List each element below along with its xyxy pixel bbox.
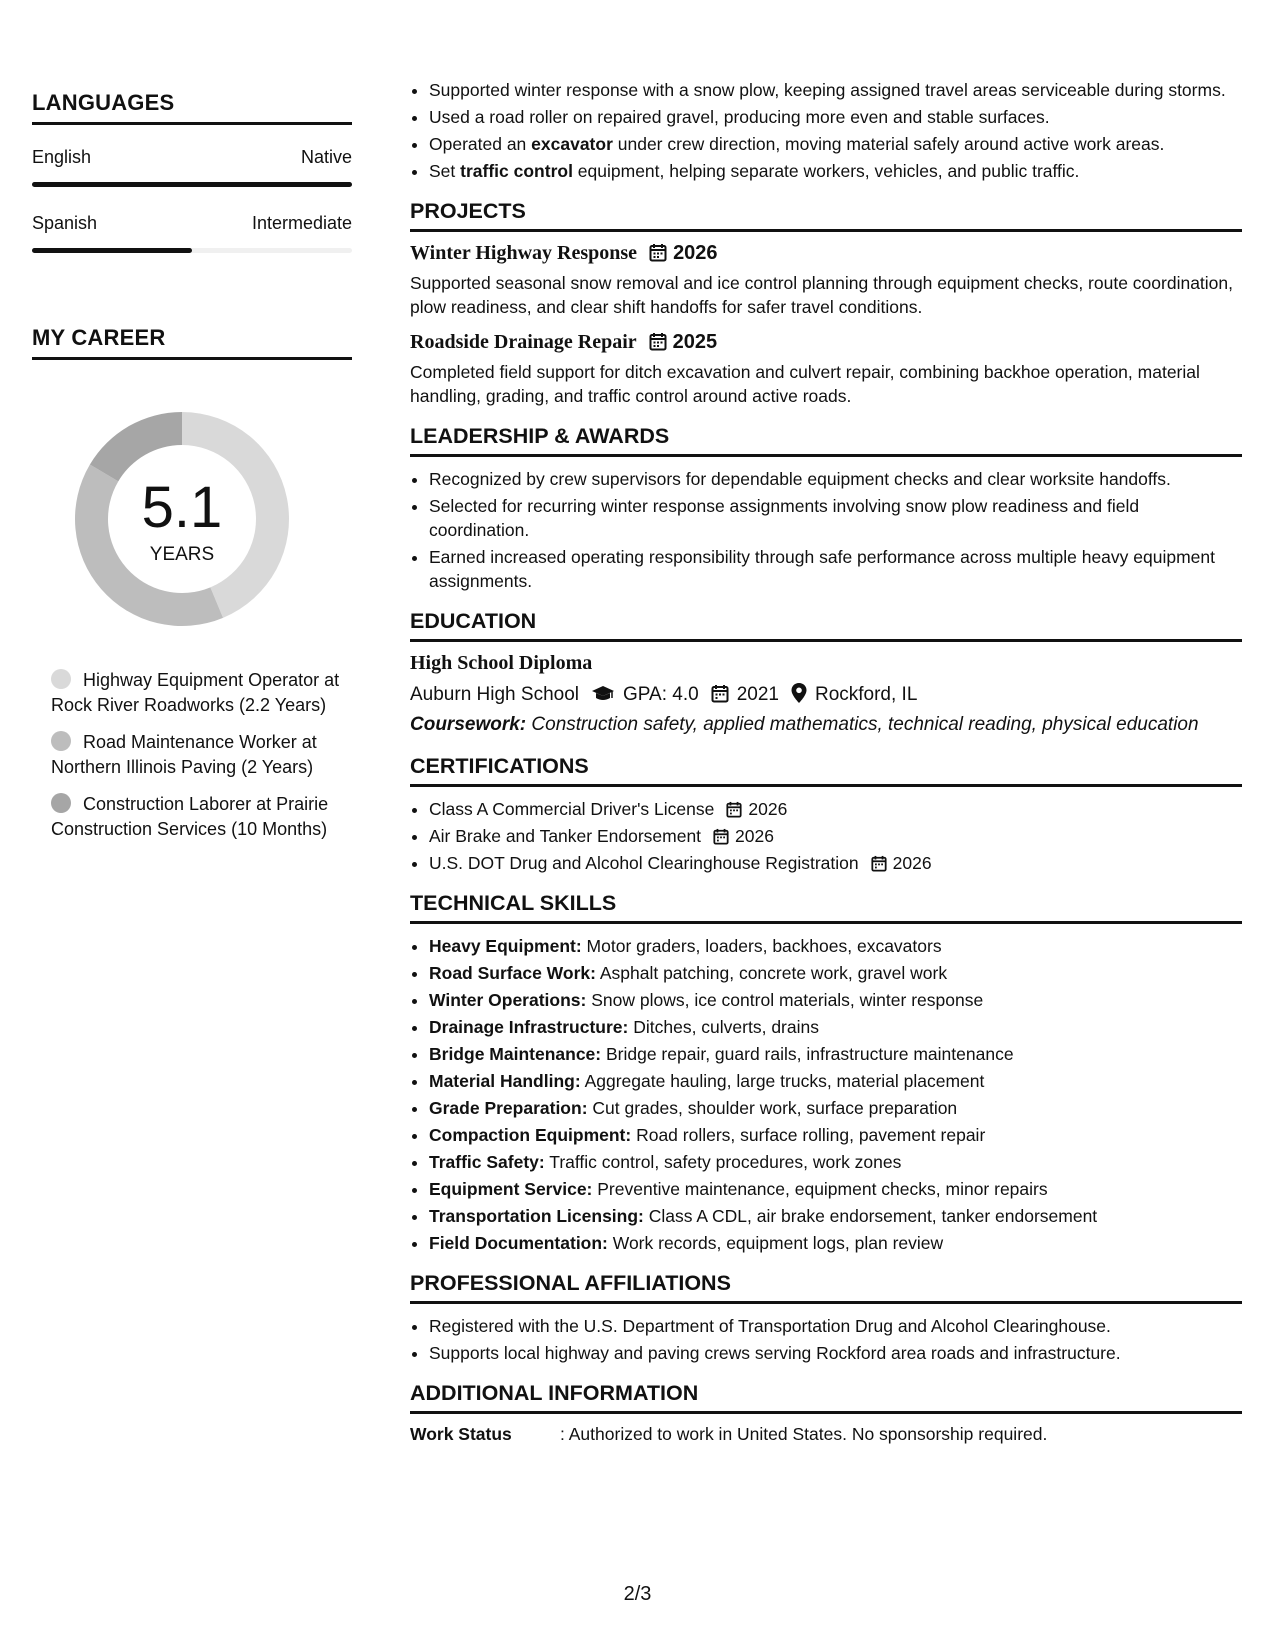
map-pin-icon xyxy=(791,683,807,703)
graduation-cap-icon xyxy=(591,685,615,703)
skill-values: Road rollers, surface rolling, pavement repair xyxy=(631,1125,986,1145)
education-coursework xyxy=(410,712,1242,738)
bullet-text: under crew direction, moving material safely around active work areas. xyxy=(612,134,1165,154)
education-gpa: GPA: 4.0 xyxy=(623,684,699,705)
career-legend-item xyxy=(51,792,341,842)
skills-list xyxy=(410,934,1242,1255)
bullet-text: equipment, helping separate workers, vehicles, and public traffic. xyxy=(572,161,1080,181)
education-degree: High School Diploma xyxy=(410,652,593,674)
projects-heading: PROJECTS xyxy=(410,199,1242,232)
education-details xyxy=(410,683,1242,706)
skill-item xyxy=(429,1123,1242,1147)
language-proficiency-bar xyxy=(32,248,352,253)
skill-item xyxy=(429,1204,1242,1228)
skill-values: Asphalt patching, concrete work, gravel work xyxy=(595,963,948,983)
affiliations-list xyxy=(410,1314,1242,1365)
skill-values: Aggregate hauling, large trucks, material placement xyxy=(580,1071,985,1091)
language-item xyxy=(32,147,352,187)
skill-values: Work records, equipment logs, plan review xyxy=(607,1233,944,1253)
bullet-text: Set xyxy=(429,161,461,181)
skill-category: Winter Operations: xyxy=(429,990,587,1010)
experience-bullet xyxy=(429,159,1242,183)
experience-bullet xyxy=(429,132,1242,156)
career-legend-label: Highway Equipment Operator at Rock River Roadworks (2.2 Years) xyxy=(51,670,340,715)
skill-category: Equipment Service: xyxy=(429,1179,593,1199)
affiliation-item: • Registered with the U.S. Department of Transportation Drug and Alcohol Clearinghouse. xyxy=(429,1314,1242,1338)
right-column xyxy=(410,78,1242,1445)
career-heading: MY CAREER xyxy=(32,325,352,360)
experience-bullets xyxy=(410,78,1242,183)
skills-heading: TECHNICAL SKILLS xyxy=(410,891,1242,924)
calendar-icon xyxy=(649,243,667,262)
certification-year: 2026 xyxy=(735,826,774,846)
skill-item xyxy=(429,934,1242,958)
language-name: Spanish xyxy=(32,213,98,233)
skill-values: Snow plows, ice control materials, winter response xyxy=(586,990,984,1010)
career-legend-label: Road Maintenance Worker at Northern Illinois Paving (2 Years) xyxy=(51,732,317,777)
project-description: Supported seasonal snow removal and ice control planning through equipment checks, route coordination, plow readiness, and clear shift handoffs for safer travel conditions. xyxy=(410,273,1234,317)
skill-category: Field Documentation: xyxy=(429,1233,608,1253)
skill-category: Heavy Equipment: xyxy=(429,936,582,956)
calendar-icon xyxy=(726,801,742,818)
additional-value: : Authorized to work in United States. No sponsorship required. xyxy=(560,1424,1048,1444)
skill-values: Class A CDL, air brake endorsement, tanker endorsement xyxy=(643,1206,1098,1226)
certification-item xyxy=(429,824,1242,848)
leadership-heading: LEADERSHIP & AWARDS xyxy=(410,424,1242,457)
project-item xyxy=(410,242,1242,319)
legend-dot xyxy=(51,669,71,689)
skill-values: Bridge repair, guard rails, infrastructure maintenance xyxy=(601,1044,1014,1064)
certification-name: Air Brake and Tanker Endorsement xyxy=(429,826,702,846)
skill-item xyxy=(429,1069,1242,1093)
bullet-text: Operated an xyxy=(429,134,532,154)
coursework-label: Coursework: xyxy=(410,714,527,735)
skill-category: Transportation Licensing: xyxy=(429,1206,644,1226)
career-legend-label: Construction Laborer at Prairie Construction Services (10 Months) xyxy=(51,794,329,839)
certifications-heading: CERTIFICATIONS xyxy=(410,754,1242,787)
additional-heading: ADDITIONAL INFORMATION xyxy=(410,1381,1242,1414)
leadership-item: • Earned increased operating responsibility through safe performance across multiple heavy equipment assignments. xyxy=(429,545,1242,593)
language-proficiency-fill xyxy=(32,248,192,253)
career-donut-chart xyxy=(67,404,297,634)
skill-item xyxy=(429,1150,1242,1174)
project-year: 2026 xyxy=(673,242,718,264)
bullet-text: Used a road roller on repaired gravel, producing more even and stable surfaces. xyxy=(429,107,1050,127)
project-name: Winter Highway Response xyxy=(410,242,638,264)
project-year: 2025 xyxy=(672,331,718,353)
skill-category: Traffic Safety: xyxy=(429,1152,545,1172)
additional-key: Work Status xyxy=(410,1424,512,1444)
language-name: English xyxy=(32,147,92,167)
leadership-list xyxy=(410,467,1242,593)
legend-dot xyxy=(51,793,71,813)
skill-item xyxy=(429,1042,1242,1066)
project-description: Completed field support for ditch excavation and culvert repair, combining backhoe operation, material handling, grading, and traffic control around active roads. xyxy=(410,362,1200,406)
education-location: Rockford, IL xyxy=(814,684,918,705)
certification-year: 2026 xyxy=(748,799,788,819)
leadership-item: • Selected for recurring winter response assignments involving snow plow readiness and field coordination. xyxy=(429,494,1242,542)
bullet-text: Supported winter response with a snow plow, keeping assigned travel areas serviceable during storms. xyxy=(429,80,1226,100)
calendar-icon xyxy=(649,332,667,351)
skill-values: Motor graders, loaders, backhoes, excavators xyxy=(581,936,942,956)
certification-name: U.S. DOT Drug and Alcohol Clearinghouse Registration xyxy=(429,853,859,873)
skill-category: Drainage Infrastructure: xyxy=(429,1017,629,1037)
language-proficiency-bar xyxy=(32,182,352,187)
skill-category: Material Handling: xyxy=(429,1071,581,1091)
legend-dot xyxy=(51,731,71,751)
education-year: 2021 xyxy=(736,684,779,705)
skill-category: Grade Preparation: xyxy=(429,1098,588,1118)
certification-year: 2026 xyxy=(892,853,932,873)
experience-bullet xyxy=(429,78,1242,102)
calendar-icon xyxy=(713,828,729,845)
page-number: 2/3 xyxy=(623,1583,652,1605)
career-legend xyxy=(51,668,341,842)
affiliation-item: • Supports local highway and paving crews serving Rockford area roads and infrastructure. xyxy=(429,1341,1242,1365)
languages-heading: LANGUAGES xyxy=(32,90,352,125)
additional-row xyxy=(410,1424,1242,1445)
certification-item xyxy=(429,851,1242,875)
skill-item xyxy=(429,988,1242,1012)
bullet-keyword: traffic control xyxy=(460,161,573,181)
skill-values: Cut grades, shoulder work, surface preparation xyxy=(587,1098,958,1118)
language-level: Intermediate xyxy=(251,213,352,233)
skill-category: Compaction Equipment: xyxy=(429,1125,632,1145)
language-item xyxy=(32,213,352,253)
education-heading: EDUCATION xyxy=(410,609,1242,642)
certification-name: Class A Commercial Driver's License xyxy=(429,799,715,819)
skill-values: Preventive maintenance, equipment checks, minor repairs xyxy=(592,1179,1048,1199)
experience-bullet xyxy=(429,105,1242,129)
skill-values: Ditches, culverts, drains xyxy=(628,1017,819,1037)
skill-values: Traffic control, safety procedures, work zones xyxy=(544,1152,902,1172)
skill-item xyxy=(429,1015,1242,1039)
project-item xyxy=(410,331,1242,408)
career-total-years: 5.1 xyxy=(141,475,223,540)
skill-item xyxy=(429,961,1242,985)
coursework-text: Construction safety, applied mathematics, technical reading, physical education xyxy=(526,714,1199,735)
career-total-unit: YEARS xyxy=(149,544,215,565)
education-school: Auburn High School xyxy=(410,684,579,705)
language-level: Native xyxy=(300,147,352,167)
calendar-icon xyxy=(711,684,729,703)
certifications-list xyxy=(410,797,1242,875)
skill-category: Bridge Maintenance: xyxy=(429,1044,602,1064)
skill-category: Road Surface Work: xyxy=(429,963,596,983)
skill-item xyxy=(429,1177,1242,1201)
language-proficiency-fill xyxy=(32,182,352,187)
career-legend-item xyxy=(51,668,341,718)
skill-item xyxy=(429,1231,1242,1255)
bullet-keyword: excavator xyxy=(531,134,613,154)
career-legend-item xyxy=(51,730,341,780)
affiliations-heading: PROFESSIONAL AFFILIATIONS xyxy=(410,1271,1242,1304)
calendar-icon xyxy=(871,855,887,872)
left-column xyxy=(32,90,352,854)
donut-segment xyxy=(90,412,182,481)
certification-item xyxy=(429,797,1242,821)
skill-item xyxy=(429,1096,1242,1120)
project-name: Roadside Drainage Repair xyxy=(410,331,637,353)
leadership-item: • Recognized by crew supervisors for dependable equipment checks and clear worksite handoffs. xyxy=(429,467,1242,491)
